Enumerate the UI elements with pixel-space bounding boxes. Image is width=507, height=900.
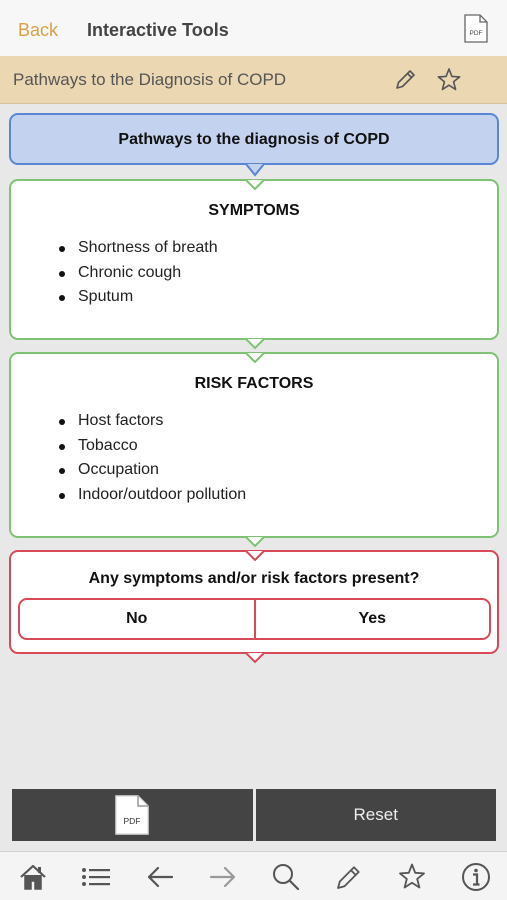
no-button[interactable]: No (20, 600, 256, 638)
connector-arrow (246, 353, 264, 362)
connector-arrow (246, 653, 264, 662)
back-button[interactable]: Back (18, 20, 59, 40)
list-item: Sputum (57, 285, 218, 310)
pdf-export-button[interactable] (12, 789, 253, 841)
list-item: Tobacco (57, 434, 246, 459)
connector-arrow (246, 180, 264, 189)
connector-arrow (246, 164, 264, 175)
svg-text:PDF: PDF (469, 30, 483, 37)
pdf-icon (114, 794, 150, 836)
app-title: Interactive Tools (87, 20, 229, 40)
risk-factors-title: RISK FACTORS (194, 375, 314, 392)
list-item: Shortness of breath (57, 236, 218, 261)
search-icon[interactable] (271, 862, 301, 892)
flow-heading: Pathways to the diagnosis of COPD (118, 131, 390, 148)
yes-button[interactable]: Yes (358, 610, 387, 627)
pencil-icon[interactable] (334, 862, 364, 892)
bottom-tab-bar (0, 851, 507, 900)
connector-arrow (246, 339, 264, 348)
list-icon[interactable] (81, 862, 111, 892)
list-item: Indoor/outdoor pollution (57, 483, 246, 508)
list-item: Occupation (57, 458, 246, 483)
action-bar (12, 789, 496, 841)
star-icon[interactable] (397, 862, 427, 892)
question-text: Any symptoms and/or risk factors present? (88, 570, 420, 587)
svg-text:PDF: PDF (123, 816, 141, 826)
forward-arrow-icon[interactable] (208, 862, 238, 892)
back-arrow-icon[interactable] (145, 862, 175, 892)
connector-arrow (246, 537, 264, 546)
list-item: Host factors (57, 409, 246, 434)
symptoms-title: SYMPTOMS (208, 202, 300, 219)
home-icon[interactable] (18, 862, 48, 892)
list-item: Chronic cough (57, 261, 218, 286)
reset-button[interactable]: Reset (256, 789, 497, 841)
info-icon[interactable] (461, 862, 491, 892)
connector-arrow (246, 551, 264, 560)
document-title: Pathways to the Diagnosis of COPD (13, 70, 287, 89)
